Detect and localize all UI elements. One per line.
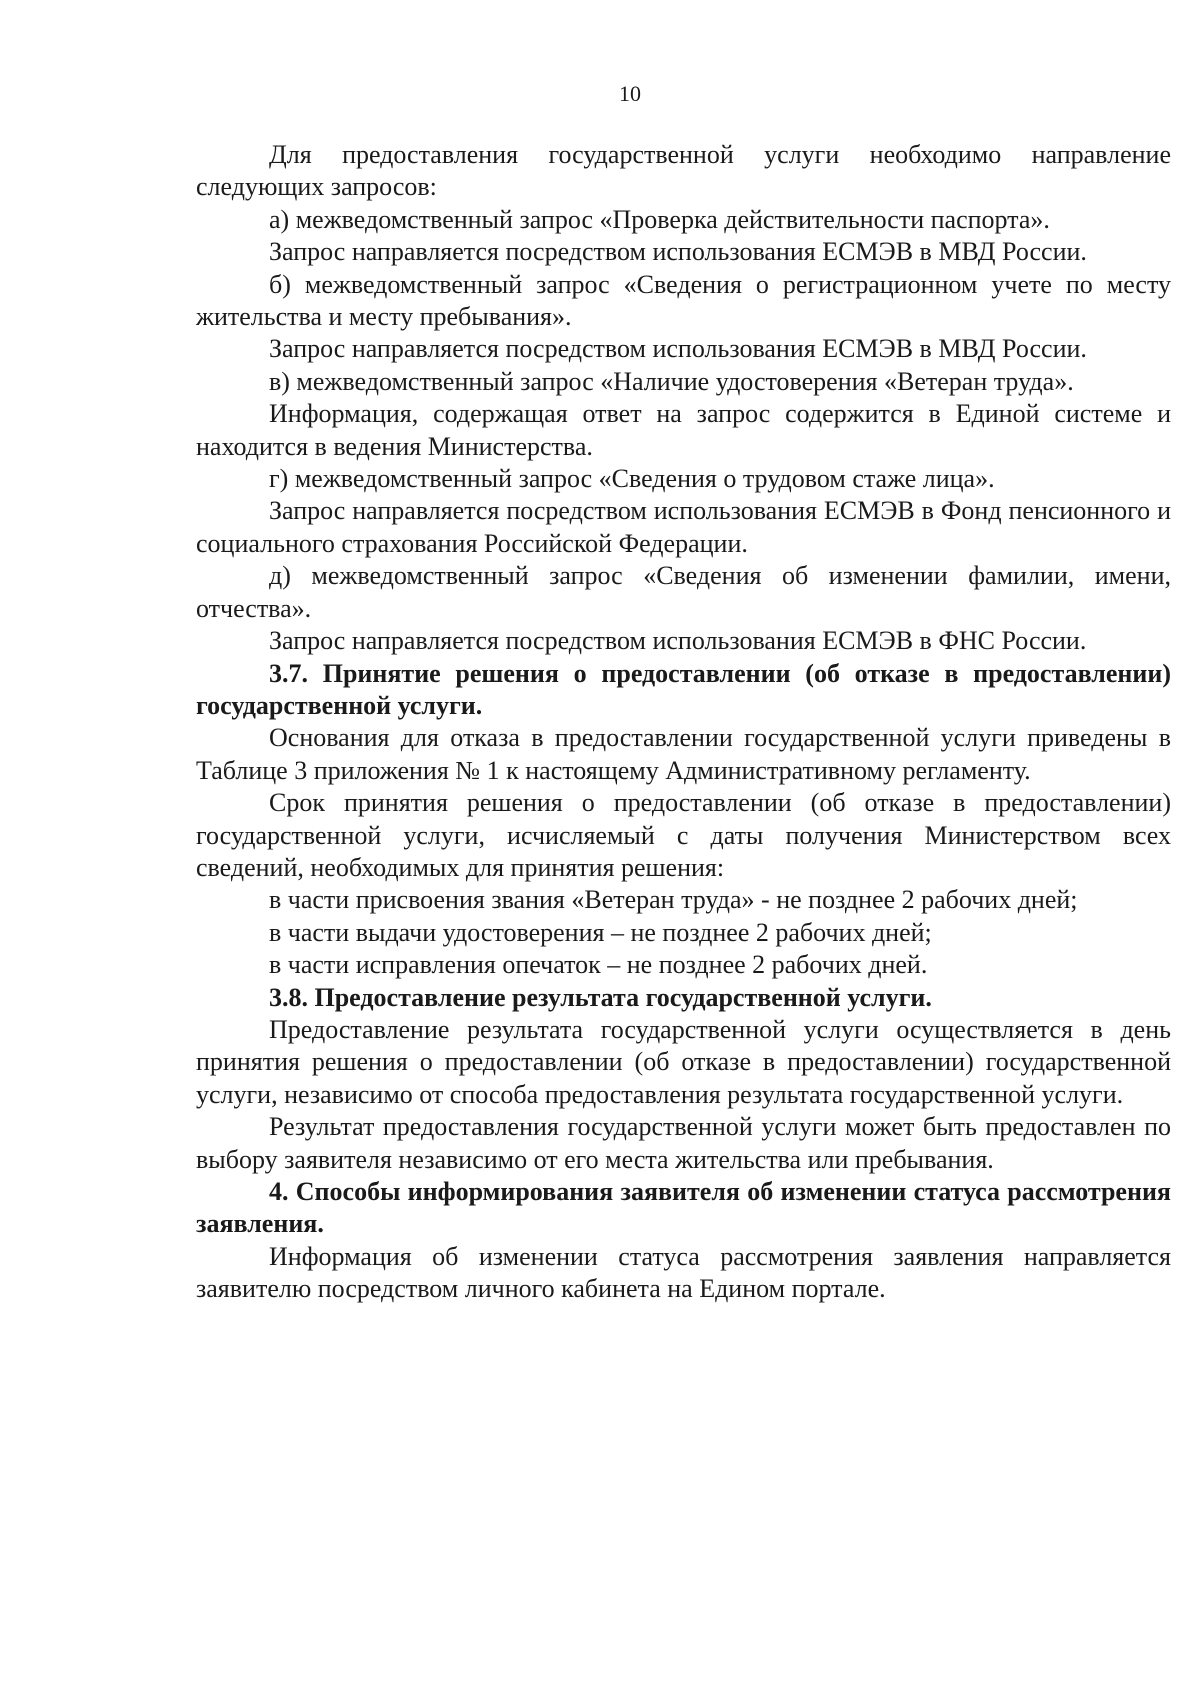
section-heading-3-8: 3.8. Предоставление результата государственной услуги. <box>269 982 932 1012</box>
paragraph-intro: Для предоставления государственной услуги необходимо направление следующих запросов: <box>196 140 1171 202</box>
paragraph-request-e: д) межведомственный запрос «Сведения об изменении фамилии, имени, отчества». <box>196 561 1171 623</box>
document-body <box>196 139 1171 1306</box>
paragraph-request-b: б) межведомственный запрос «Сведения о регистрационном учете по месту жительства и месту пребывания». <box>196 269 1171 332</box>
paragraph-request-e-note: Запрос направляется посредством использования ЕСМЭВ в ФНС России. <box>269 626 1087 656</box>
paragraph-term-corrections: в части исправления опечаток – не позднее 2 рабочих дней. <box>269 950 928 980</box>
section-heading-4: 4. Способы информирования заявителя об изменении статуса рассмотрения заявления. <box>196 1177 1171 1239</box>
paragraph-decision-term: Срок принятия решения о предоставлении (об отказе в предоставлении) государственной услуги, исчисляемый с даты получения Министерством всех сведений, необходимых для принятия решения: <box>196 788 1171 882</box>
paragraph-term-title: в части присвоения звания «Ветеран труда» - не позднее 2 рабочих дней; <box>269 885 1078 915</box>
paragraph-request-d-note: Запрос направляется посредством использования ЕСМЭВ в Фонд пенсионного и социального страхования Российской Федерации. <box>196 496 1171 558</box>
paragraph-status-info: Информация об изменении статуса рассмотрения заявления направляется заявителю посредством личного кабинета на Едином портале. <box>196 1241 1171 1304</box>
paragraph-refusal-grounds: Основания для отказа в предоставлении государственной услуги приведены в Таблице 3 приложения № 1 к настоящему Административному регламенту. <box>196 723 1171 785</box>
paragraph-term-certificate: в части выдачи удостоверения – не позднее 2 рабочих дней; <box>269 917 932 947</box>
paragraph-result-choice: Результат предоставления государственной услуги может быть предоставлен по выбору заявителя независимо от его места жительства или пребывания. <box>196 1112 1171 1174</box>
paragraph-request-d: г) межведомственный запрос «Сведения о трудовом стаже лица». <box>269 464 995 494</box>
paragraph-result-delivery: Предоставление результата государственной услуги осуществляется в день принятия решения о предоставлении (об отказе в предоставлении) государственной услуги, независимо от способа предоставления результата государственной услуги. <box>196 1014 1171 1109</box>
section-heading-3-7: 3.7. Принятие решения о предоставлении (об отказе в предоставлении) государственной услуги. <box>196 658 1171 720</box>
paragraph-request-c-note: Информация, содержащая ответ на запрос содержится в Единой системе и находится в ведения Министерства. <box>196 399 1171 461</box>
page-number: 10 <box>619 81 641 106</box>
paragraph-request-a: а) межведомственный запрос «Проверка действительности паспорта». <box>269 204 1050 234</box>
paragraph-request-c: в) межведомственный запрос «Наличие удостоверения «Ветеран труда». <box>269 366 1074 396</box>
paragraph-request-a-note: Запрос направляется посредством использования ЕСМЭВ в МВД России. <box>269 237 1087 267</box>
paragraph-request-b-note: Запрос направляется посредством использования ЕСМЭВ в МВД России. <box>269 334 1087 364</box>
